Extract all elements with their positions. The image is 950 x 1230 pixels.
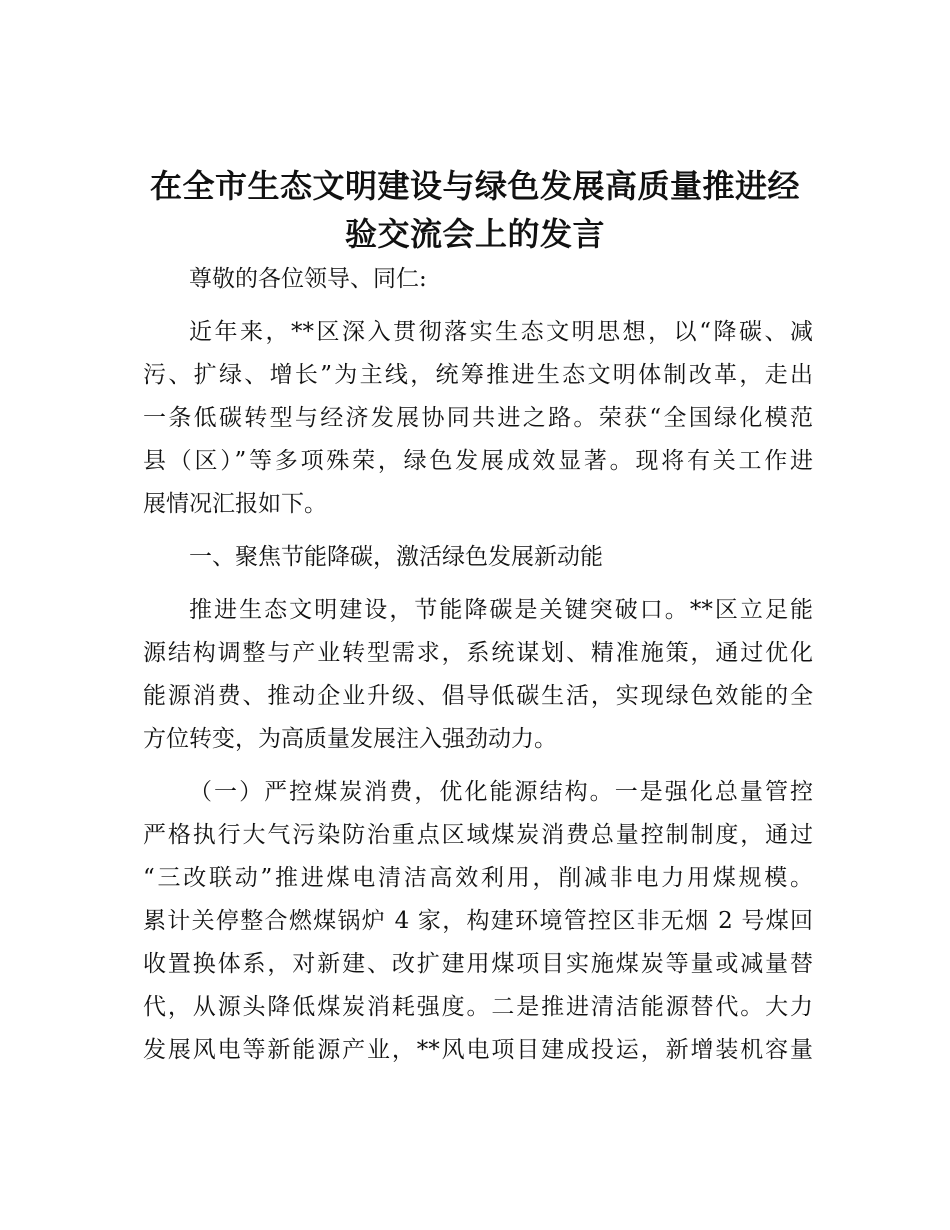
document-title <box>140 162 810 258</box>
paragraph-intro <box>143 311 813 526</box>
paragraph-line: 能源消费、推动企业升级、倡导低碳生活，实现绿色效能的全 <box>143 683 813 709</box>
salutation: 尊敬的各位领导、同仁: <box>189 266 427 292</box>
title-line-1: 在全市生态文明建设与绿色发展高质量推进经 <box>149 167 800 205</box>
paragraph-line: 方位转变，为高质量发展注入强劲动力。 <box>143 726 557 752</box>
paragraph-subsection-1 <box>143 771 813 1072</box>
paragraph-line: 严格执行大气污染防治重点区域煤炭消费总量控制制度，通过 <box>143 822 813 848</box>
paragraph-line: 近年来，**区深入贯彻落实生态文明思想，以“降碳、减 <box>189 319 813 345</box>
paragraph-section-intro <box>143 589 813 761</box>
paragraph-line: 县（区）”等多项殊荣，绿色发展成效显著。现将有关工作进 <box>143 448 813 474</box>
paragraph-line: 源结构调整与产业转型需求，系统谋划、精准施策，通过优化 <box>143 640 813 666</box>
section-heading <box>143 536 813 579</box>
paragraph-line: “三改联动”推进煤电清洁高效利用，削减非电力用煤规模。 <box>143 865 813 891</box>
document-body <box>143 258 813 1072</box>
section-heading-text: 一、聚焦节能降碳，激活绿色发展新动能 <box>189 544 603 570</box>
paragraph-line: 一条低碳转型与经济发展协同共进之路。荣获“全国绿化模范 <box>143 405 813 431</box>
title-line-2: 验交流会上的发言 <box>344 215 605 253</box>
paragraph-line: 推进生态文明建设，节能降碳是关键突破口。**区立足能 <box>189 597 813 623</box>
paragraph-line: 代，从源头降低煤炭消耗强度。二是推进清洁能源替代。大力 <box>143 994 813 1020</box>
paragraph-line: 收置换体系，对新建、改扩建用煤项目实施煤炭等量或减量替 <box>143 951 813 977</box>
paragraph-line: （一）严控煤炭消费，优化能源结构。一是强化总量管控 <box>189 779 813 805</box>
paragraph-line: 展情况汇报如下。 <box>143 491 327 517</box>
paragraph-line: 发展风电等新能源产业，**风电项目建成投运，新增装机容量 <box>143 1037 813 1063</box>
paragraph-line: 污、扩绿、增长”为主线，统筹推进生态文明体制改革，走出 <box>143 362 813 388</box>
paragraph-line: 累计关停整合燃煤锅炉 4 家，构建环境管控区非无烟 2 号煤回 <box>143 908 813 934</box>
